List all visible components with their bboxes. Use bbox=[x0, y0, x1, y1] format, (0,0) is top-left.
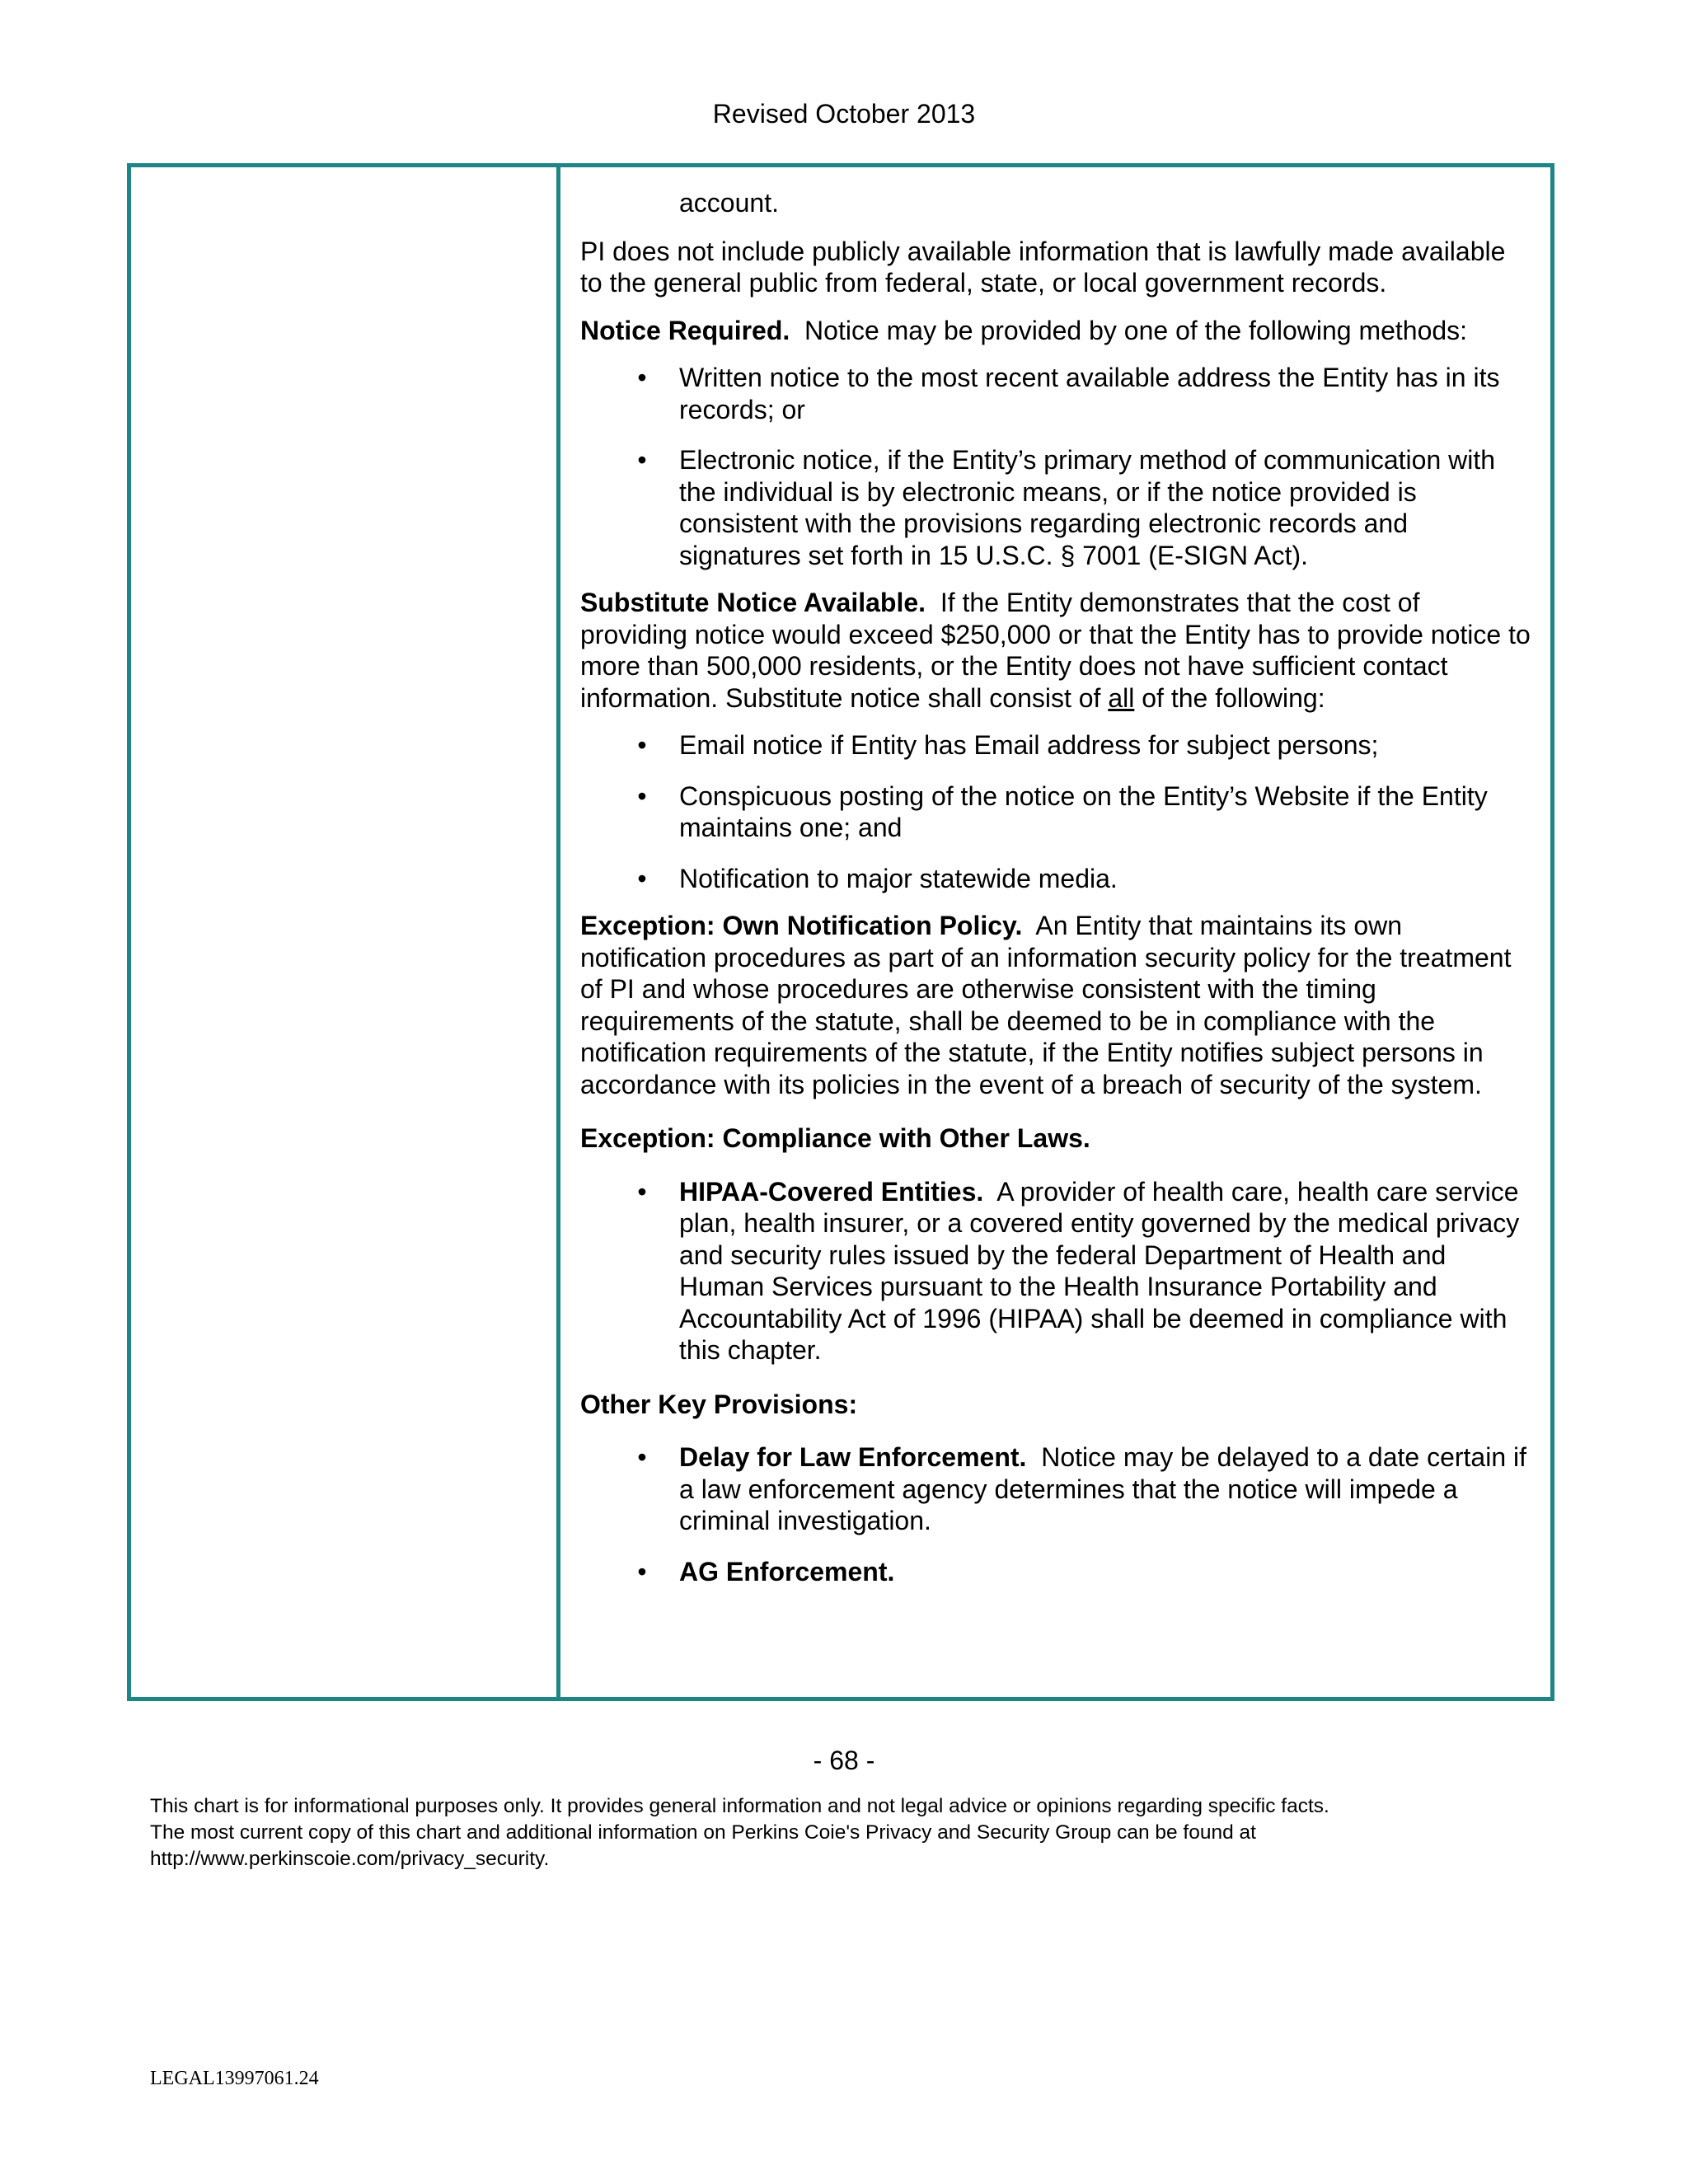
list-item bbox=[580, 729, 1534, 762]
bullet-icon: • bbox=[637, 445, 647, 475]
list-item-text: Notification to major statewide media. bbox=[679, 863, 1118, 893]
state-law-table bbox=[127, 163, 1554, 1701]
list-item bbox=[580, 1556, 1534, 1588]
list-item bbox=[580, 444, 1534, 571]
hipaa-label: HIPAA-Covered Entities. bbox=[679, 1176, 984, 1207]
revised-date-header: Revised October 2013 bbox=[712, 99, 976, 129]
disclaimer bbox=[150, 1793, 1551, 1872]
disclaimer-url: http://www.perkinscoie.com/privacy_security. bbox=[150, 1848, 550, 1870]
list-item bbox=[580, 863, 1534, 895]
list-item bbox=[580, 780, 1534, 844]
substitute-notice-paragraph bbox=[580, 587, 1534, 714]
list-item bbox=[580, 362, 1534, 425]
notice-required-paragraph bbox=[580, 315, 1534, 347]
bullet-icon: • bbox=[637, 863, 647, 893]
law-details-cell bbox=[560, 167, 1550, 1697]
own-policy-text: An Entity that maintains its own notification procedures as part of an information security policy for the treatment of PI and whose procedures are otherwise consistent with the timing requirements of the statute, shall be deemed to be in compliance with the notification requirements of the statute, if the Entity notifies subject persons in accordance with its policies in the event of a breach of security of the system. bbox=[580, 911, 1512, 1099]
bullet-icon: • bbox=[637, 1442, 647, 1472]
ag-enforcement-label: AG Enforcement. bbox=[679, 1556, 895, 1586]
other-laws-list bbox=[580, 1176, 1534, 1366]
list-item-text: Email notice if Entity has Email address for subject persons; bbox=[679, 730, 1379, 760]
notice-methods-list bbox=[580, 362, 1534, 571]
delay-label: Delay for Law Enforcement. bbox=[679, 1442, 1027, 1472]
other-provisions-list bbox=[580, 1441, 1534, 1587]
disclaimer-line: The most current copy of this chart and additional information on Perkins Coie's Privacy and Security Group can be found at bbox=[150, 1821, 1256, 1844]
own-policy-paragraph bbox=[580, 910, 1534, 1100]
pi-exclusion-paragraph: PI does not include publicly available information that is lawfully made available to the general public from federal, state, or local government records. bbox=[580, 236, 1506, 298]
continued-text: account. bbox=[679, 188, 779, 218]
document-id: LEGAL13997061.24 bbox=[150, 2068, 319, 2089]
page-number: - 68 - bbox=[813, 1746, 875, 1775]
substitute-notice-text-end: of the following: bbox=[1134, 682, 1325, 713]
notice-required-heading: Notice Required. bbox=[580, 315, 790, 345]
list-item-text: Conspicuous posting of the notice on the Entity’s Website if the Entity maintains one; and bbox=[679, 780, 1488, 842]
substitute-notice-heading: Substitute Notice Available. bbox=[580, 588, 926, 617]
delay-text: Notice may be delayed to a date certain if a law enforcement agency determines that the notice will impede a criminal investigation. bbox=[679, 1442, 1526, 1535]
bullet-icon: • bbox=[637, 363, 647, 392]
bullet-icon: • bbox=[637, 1556, 647, 1586]
list-item bbox=[580, 1176, 1534, 1366]
other-laws-heading: Exception: Compliance with Other Laws. bbox=[580, 1123, 1090, 1153]
underlined-all: all bbox=[1108, 682, 1135, 713]
notice-required-text: Notice may be provided by one of the following methods: bbox=[804, 315, 1468, 345]
substitute-notice-list bbox=[580, 729, 1534, 894]
bullet-icon: • bbox=[637, 730, 647, 760]
disclaimer-line: This chart is for informational purposes only. It provides general information and not legal advice or opinions regarding specific facts. bbox=[150, 1795, 1329, 1817]
other-provisions-heading: Other Key Provisions: bbox=[580, 1389, 858, 1419]
state-column-cell bbox=[131, 167, 560, 1697]
bullet-icon: • bbox=[637, 1176, 647, 1207]
hipaa-text: A provider of health care, health care service plan, health insurer, or a covered entity governed by the medical privacy and security rules issued by the federal Department of Health and Human Services pursuant to the Health Insurance Portability and Accountability Act of 1996 (HIPAA) shall be deemed in compliance with this chapter. bbox=[679, 1176, 1520, 1365]
list-item-text: Electronic notice, if the Entity’s primary method of communication with the individual is by electronic means, or if the notice provided is consistent with the provisions regarding electronic records and signatures set forth in 15 U.S.C. § 7001 (E-SIGN Act). bbox=[679, 445, 1496, 570]
list-item bbox=[580, 1441, 1534, 1537]
own-policy-heading: Exception: Own Notification Policy. bbox=[580, 911, 1023, 940]
bullet-icon: • bbox=[637, 780, 647, 811]
substitute-notice-text: If the Entity demonstrates that the cost of providing notice would exceed $250,000 or that the Entity has to provide notice to more than 500,000 residents, or the Entity does not have sufficient contact information. Substitute notice shall consist of bbox=[580, 588, 1531, 713]
list-item-text: Written notice to the most recent available address the Entity has in its records; or bbox=[679, 363, 1500, 424]
